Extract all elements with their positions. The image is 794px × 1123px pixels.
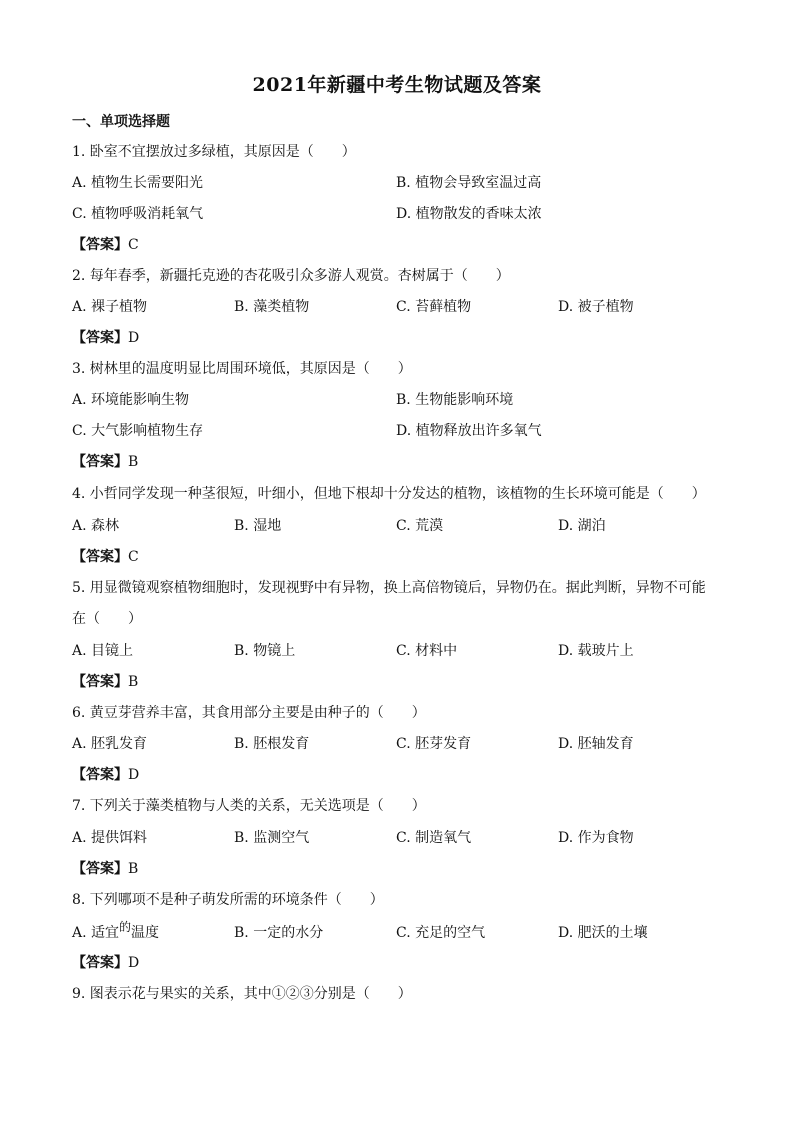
question-3-option-c: C. 大气影响植物生存 [72,423,204,439]
question-1-option-a: A. 植物生长需要阳光 [72,175,204,191]
question-7-option-a: A. 提供饵料 [72,830,148,846]
answer-value: D [128,330,140,346]
question-7-stem: 7. 下列关于藻类植物与人类的关系，无关选项是（ ） [72,798,426,814]
question-7-option-c: C. 制造氧气 [396,830,472,846]
question-8-option-c: C. 充足的空气 [396,925,486,941]
question-4-option-a: A. 森林 [72,518,120,534]
answer-value: D [128,767,140,783]
question-2-option-d: D. 被子植物 [558,299,634,315]
question-6-answer [72,764,139,784]
question-2-option-a: A. 裸子植物 [72,299,148,315]
answer-label: 【答案】 [72,674,128,690]
question-4-option-c: C. 荒漠 [396,518,444,534]
question-5-stem: 5. 用显微镜观察植物细胞时，发现视野中有异物，换上高倍物镜后，异物仍在。据此判断，异物不可能 [72,580,706,596]
question-2-stem: 2. 每年春季，新疆托克逊的杏花吸引众多游人观赏。杏树属于（ ） [72,268,510,284]
question-3-answer [72,451,138,471]
question-2-option-b: B. 藻类植物 [234,299,310,315]
question-1-option-d: D. 植物散发的香味太浓 [396,206,542,222]
question-8-option-b: B. 一定的水分 [234,925,324,941]
question-5-option-c: C. 材料中 [396,643,458,659]
question-5-stem-continued: 在（ ） [72,611,142,627]
question-8-option-d: D. 肥沃的土壤 [558,925,648,941]
question-7-answer [72,858,138,878]
question-5-option-b: B. 物镜上 [234,643,296,659]
question-1-option-c: C. 植物呼吸消耗氧气 [72,206,204,222]
answer-label: 【答案】 [72,861,128,877]
question-5-option-a: A. 目镜上 [72,643,134,659]
question-2-option-c: C. 苔藓植物 [396,299,472,315]
question-1-answer [72,234,139,254]
question-5-answer [72,671,138,691]
question-3-option-b: B. 生物能影响环境 [396,392,514,408]
answer-label: 【答案】 [72,237,128,253]
answer-value: B [128,861,139,877]
question-6-option-a: A. 胚乳发育 [72,736,148,752]
answer-label: 【答案】 [72,330,128,346]
answer-value: D [128,955,140,971]
question-5-option-d: D. 载玻片上 [558,643,634,659]
question-8-answer [72,952,139,972]
option-a-tail: 温度 [131,925,160,941]
question-7-option-d: D. 作为食物 [558,830,634,846]
question-7-option-b: B. 监测空气 [234,830,310,846]
question-3-option-a: A. 环境能影响生物 [72,392,190,408]
question-6-option-b: B. 胚根发育 [234,736,310,752]
answer-label: 【答案】 [72,767,128,783]
question-9-stem: 9. 图表示花与果实的关系，其中①②③分别是（ ） [72,986,412,1002]
question-8-stem: 8. 下列哪项不是种子萌发所需的环境条件（ ） [72,892,384,908]
question-1-stem: 1. 卧室不宜摆放过多绿植，其原因是（ ） [72,144,356,160]
question-4-answer [72,546,139,566]
question-4-stem: 4. 小哲同学发现一种茎很短，叶细小，但地下根却十分发达的植物，该植物的生长环境可能是（ ） [72,486,706,502]
answer-value: C [128,549,139,565]
option-a-superscript: 的 [119,920,132,934]
answer-label: 【答案】 [72,454,128,470]
question-8-option-a [72,922,159,942]
question-3-option-d: D. 植物释放出许多氧气 [396,423,542,439]
answer-value: B [128,674,139,690]
page-title: 2021年新疆中考生物试题及答案 [252,74,542,96]
question-3-stem: 3. 树林里的温度明显比周围环境低，其原因是（ ） [72,361,412,377]
question-1-option-b: B. 植物会导致室温过高 [396,175,542,191]
question-4-option-b: B. 湿地 [234,518,282,534]
option-a-text: A. 适宜 [72,925,120,941]
question-6-option-d: D. 胚轴发育 [558,736,634,752]
section-heading: 一、单项选择题 [72,114,170,130]
answer-value: C [128,237,139,253]
question-2-answer [72,327,139,347]
answer-label: 【答案】 [72,955,128,971]
question-4-option-d: D. 湖泊 [558,518,606,534]
answer-value: B [128,454,139,470]
answer-label: 【答案】 [72,549,128,565]
question-6-stem: 6. 黄豆芽营养丰富，其食用部分主要是由种子的（ ） [72,705,426,721]
question-6-option-c: C. 胚芽发育 [396,736,472,752]
